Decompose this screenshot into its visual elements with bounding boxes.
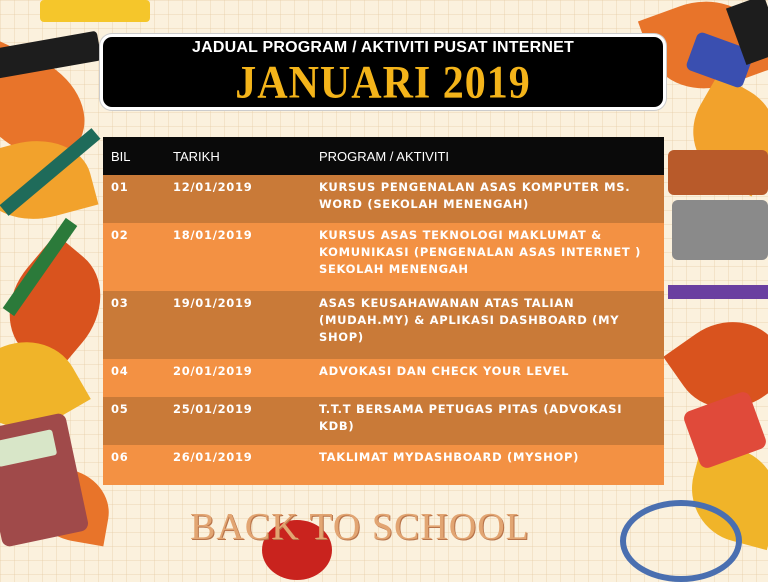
compass-icon <box>620 500 742 582</box>
column-header-tarikh: TARIKH <box>165 137 311 175</box>
cell-tarikh: 19/01/2019 <box>165 291 311 359</box>
cell-tarikh: 20/01/2019 <box>165 359 311 397</box>
column-header-bil: BIL <box>103 137 165 175</box>
header-banner <box>100 34 666 110</box>
book-icon <box>668 150 768 195</box>
schedule-table <box>103 137 664 485</box>
table-row <box>103 359 664 397</box>
stapler-icon <box>672 200 768 260</box>
cell-program: T.T.T BERSAMA PETUGAS PITAS (ADVOKASI KDB) <box>311 397 664 445</box>
cell-tarikh: 25/01/2019 <box>165 397 311 445</box>
pencil-icon <box>668 285 768 299</box>
cell-bil: 05 <box>103 397 165 445</box>
column-header-program: PROGRAM / AKTIVITI <box>311 137 664 175</box>
cell-bil: 06 <box>103 445 165 485</box>
table-row <box>103 397 664 445</box>
cell-tarikh: 12/01/2019 <box>165 175 311 223</box>
cell-tarikh: 18/01/2019 <box>165 223 311 291</box>
header-subtitle: JADUAL PROGRAM / AKTIVITI PUSAT INTERNET <box>192 39 574 56</box>
cell-program: KURSUS PENGENALAN ASAS KOMPUTER MS. WORD (SEKOLAH MENENGAH) <box>311 175 664 223</box>
table-row <box>103 175 664 223</box>
crayon-icon <box>40 0 150 22</box>
back-to-school-banner: BACK TO SCHOOL <box>190 506 530 548</box>
table-header-row <box>103 137 664 175</box>
cell-bil: 04 <box>103 359 165 397</box>
table-row <box>103 291 664 359</box>
cell-bil: 01 <box>103 175 165 223</box>
cell-program: KURSUS ASAS TEKNOLOGI MAKLUMAT & KOMUNIKASI (PENGENALAN ASAS INTERNET ) SEKOLAH MENENGAH <box>311 223 664 291</box>
cell-tarikh: 26/01/2019 <box>165 445 311 485</box>
cell-bil: 02 <box>103 223 165 291</box>
table-row <box>103 445 664 485</box>
table-row <box>103 223 664 291</box>
cell-program: TAKLIMAT MYDASHBOARD (MYSHOP) <box>311 445 664 485</box>
calculator-icon <box>0 412 90 548</box>
cell-bil: 03 <box>103 291 165 359</box>
cell-program: ASAS KEUSAHAWANAN ATAS TALIAN (MUDAH.MY) & APLIKASI DASHBOARD (MY SHOP) <box>311 291 664 359</box>
cell-program: ADVOKASI DAN CHECK YOUR LEVEL <box>311 359 664 397</box>
page-title: JANUARI 2019 <box>235 57 531 109</box>
